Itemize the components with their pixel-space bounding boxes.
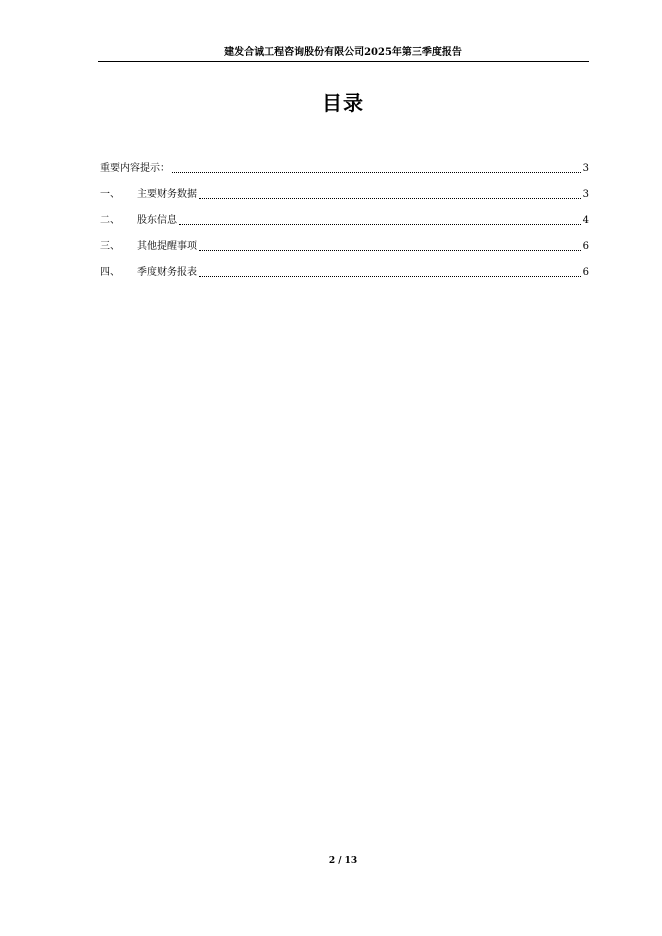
toc-entry-label: 重要内容提示：: [100, 163, 170, 174]
toc-entry-number: 三、: [100, 241, 120, 252]
running-header-title: 建发合诚工程咨询股份有限公司2025年第三季度报告: [224, 47, 462, 58]
toc-entry-page: 6: [582, 241, 589, 252]
toc-entry-page: 3: [582, 163, 589, 174]
toc-entry-other-reminders[interactable]: [100, 228, 589, 254]
toc-entry-page: 4: [582, 215, 589, 226]
header-divider: [98, 61, 589, 62]
toc-entry-page: 6: [582, 267, 589, 278]
toc-entry-number: 四、: [100, 267, 120, 278]
toc-dot-leader: [199, 197, 581, 199]
toc-entry-quarterly-statements[interactable]: [100, 254, 589, 280]
toc-entry-label: 股东信息: [137, 215, 177, 226]
page-number: 2 / 13: [328, 856, 358, 866]
toc-dot-leader: [179, 223, 581, 225]
toc-entry-financial-data[interactable]: [100, 176, 589, 202]
table-of-contents: [100, 150, 589, 280]
toc-entry-number: 二、: [100, 215, 120, 226]
toc-entry-shareholder-info[interactable]: [100, 202, 589, 228]
toc-entry-label: 主要财务数据: [137, 189, 197, 200]
toc-entry-page: 3: [582, 189, 589, 200]
toc-entry-number: 一、: [100, 189, 120, 200]
toc-dot-leader: [199, 249, 581, 251]
toc-dot-leader: [199, 275, 581, 277]
toc-entry-key-notes[interactable]: [100, 150, 589, 176]
toc-dot-leader: [172, 171, 581, 173]
toc-entry-label: 季度财务报表: [137, 267, 197, 278]
toc-title: 目录: [322, 91, 364, 115]
toc-entry-label: 其他提醒事项: [137, 241, 197, 252]
